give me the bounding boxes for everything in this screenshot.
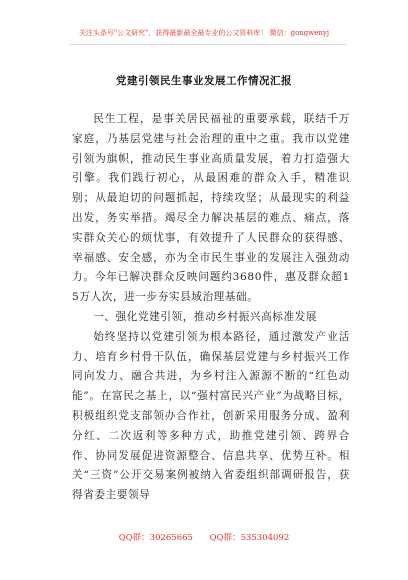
document-title: 党建引领民生事业发展工作情况汇报: [116, 75, 292, 87]
section-paragraph: 始终坚持以党建引领为根本路径，通过激发产业活力、培育乡村骨干队伍，确保基层党建与乡村振兴工作同向发力、融合共进，为乡村注入源源不断的“红色动能”。在富民之基上，以“强村富民兴产业”为战略目标，积极组织党支部领办合作社，创新采用服务分成、盈利分红、二次返利等多种方式，助推党建引领、跨界合作、协同发展促进资源整合、信息共享、优势互补。相关“三资”公开交易案例被纳入省委组织部调研报告，获得省委主要领导: [72, 330, 350, 502]
qq-footer: [0, 533, 408, 544]
section-heading: 一、强化党建引领，推动乡村振兴高标准发展: [93, 310, 318, 323]
banner-divider: [70, 44, 346, 45]
intro-paragraph: 民生工程，是事关居民福祉的重要承载，联结千万家庭，乃基层党建与社会治理的重中之重。我市以党建引领为旗帜，推动民生事业高质量发展，着力打造强大引擎。我们践行初心，从最困难的群众入手，精准识别；从最迫切的问题抓起，持续攻坚；从最现实的利益出发，务实举措。竭尽全力解决基层的难点、痛点，落实群众关心的烦忧事，有效提升了人民群众的获得感、幸福感、安全感，亦为全市民生事业的发展注入强劲动力。今年已解决群众反映问题约3680件，惠及群众超15万人次，进一步夯实县域治理基础。: [72, 113, 350, 304]
qq-group-2: QQ群：535304092: [209, 533, 290, 543]
promo-banner: 关注头条号"公文研究"，获得最新最全最专业的公文资料库！ 微信：gongwenyj: [78, 29, 330, 37]
qq-group-1: QQ群：30265665: [118, 533, 193, 543]
document-body: [72, 110, 350, 506]
